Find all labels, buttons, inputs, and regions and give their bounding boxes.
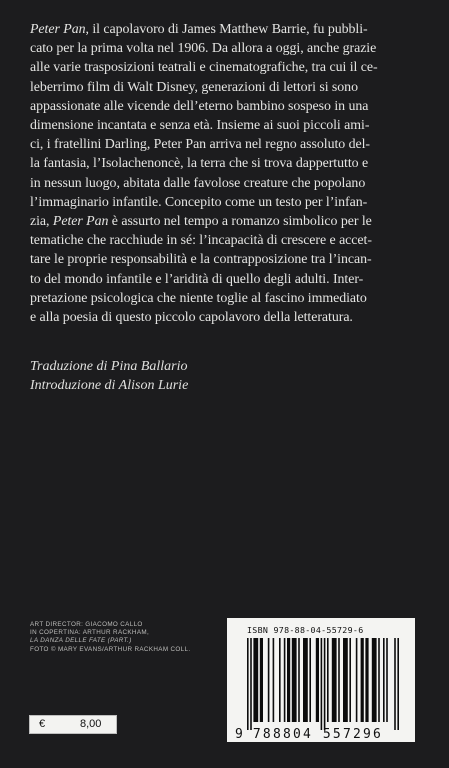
barcode-bar	[397, 638, 399, 730]
barcode-bar	[287, 638, 290, 722]
barcode-bar	[273, 638, 275, 722]
blurb-line: tematiche che racchiude in sé: l’incapacità di crescere e accet-	[30, 233, 372, 249]
barcode-bar	[292, 638, 297, 722]
blurb-line: Peter Pan, il capolavoro di James Matthew Barrie, fu pubbli-	[30, 22, 368, 37]
euro-icon: €	[39, 718, 46, 730]
barcode-bar	[268, 638, 270, 722]
barcode-bar	[343, 638, 348, 722]
barcode-bar	[303, 638, 308, 722]
barcode-bar	[383, 638, 385, 722]
barcode-bar	[378, 638, 380, 722]
barcode-bar	[365, 638, 368, 722]
blurb-line: la fantasia, l’Isolachenoncè, la terra che si trova dappertutto e	[30, 156, 369, 172]
barcode-bar	[250, 638, 252, 730]
blurb-line: leberrimo film di Walt Disney, generazioni di lettori si sono	[30, 79, 358, 95]
cover-art-credit: IN COPERTINA: ARTHUR RACKHAM,	[30, 629, 150, 637]
cover-art-title: LA DANZA DELLE FATE (PART.)	[30, 637, 132, 645]
barcode-bar	[279, 638, 281, 722]
barcode-bar	[349, 638, 351, 722]
blurb-line: to del mondo infantile e l’aridità di quello degli adulti. Inter-	[30, 271, 364, 287]
blurb-line: tare le proprie responsabilità e la contrapposizione tra l’incan-	[30, 252, 372, 268]
book-title-italic: Peter Pan	[52, 214, 109, 230]
barcode-bar	[253, 638, 258, 722]
blurb-line: pretazione psicologica che niente toglie al fascino immediato	[30, 290, 367, 306]
barcode-bars	[247, 638, 399, 730]
barcode-bar	[332, 638, 337, 722]
art-credits	[30, 621, 190, 654]
blurb-text	[30, 20, 432, 327]
blurb-line: ci, i fratellini Darling, Peter Pan arriva nel regno assoluto del-	[30, 137, 370, 153]
barcode-bar	[309, 638, 311, 722]
barcode-digits-right: 557296	[322, 727, 384, 742]
price-amount: 8,00	[80, 718, 102, 730]
barcode-digits-left: 788804	[252, 727, 314, 742]
barcode-bar	[386, 638, 388, 722]
barcode-bar	[260, 638, 263, 722]
barcode-bar	[298, 638, 300, 722]
isbn-label: ISBN 978-88-04-55729-6	[247, 625, 364, 635]
blurb-line: l’immaginario infantile. Concepito come un testo per l’infan-	[30, 194, 368, 210]
barcode-bar	[247, 638, 249, 730]
barcode-bar	[321, 638, 323, 730]
blurb-line: cato per la prima volta nel 1906. Da allora a oggi, anche grazie	[30, 41, 377, 57]
barcode-digit-first: 9	[235, 727, 243, 742]
book-title-italic: Peter Pan	[30, 22, 86, 37]
credits-block	[30, 357, 188, 395]
blurb-line: alle varie trasposizioni teatrali e cinematografiche, tra cui il ce-	[30, 60, 378, 76]
barcode-bar	[316, 638, 319, 722]
art-director-credit: ART DIRECTOR: GIACOMO CALLO	[30, 621, 143, 628]
blurb-line: in nessun luogo, abitata dalle favolose creature che popolano	[30, 175, 366, 191]
barcode-bar	[338, 638, 340, 722]
barcode-bar	[372, 638, 377, 722]
blurb-line: zia, Peter Pan è assurto nel tempo a romanzo simbolico per le	[30, 214, 372, 230]
ean-barcode	[227, 618, 415, 742]
blurb-line: dimensione incantata e senza età. Insieme ai suoi piccoli ami-	[30, 118, 370, 134]
translation-credit: Traduzione di Pina Ballario	[30, 359, 188, 374]
barcode-panel	[227, 618, 415, 742]
barcode-bar	[327, 638, 329, 722]
introduction-credit: Introduzione di Alison Lurie	[30, 378, 189, 393]
photo-credit: FOTO © MARY EVANS/ARTHUR RACKHAM COLL.	[30, 645, 191, 653]
blurb-line: e alla poesia di questo piccolo capolavoro della letteratura.	[30, 310, 353, 326]
barcode-bar	[324, 638, 326, 730]
blurb-line: appassionate alle vicende dell’eterno bambino sospeso in una	[30, 98, 369, 114]
price-sticker	[29, 715, 117, 734]
barcode-bar	[394, 638, 396, 730]
barcode-bar	[284, 638, 286, 722]
barcode-bar	[356, 638, 358, 722]
barcode-bar	[361, 638, 364, 722]
